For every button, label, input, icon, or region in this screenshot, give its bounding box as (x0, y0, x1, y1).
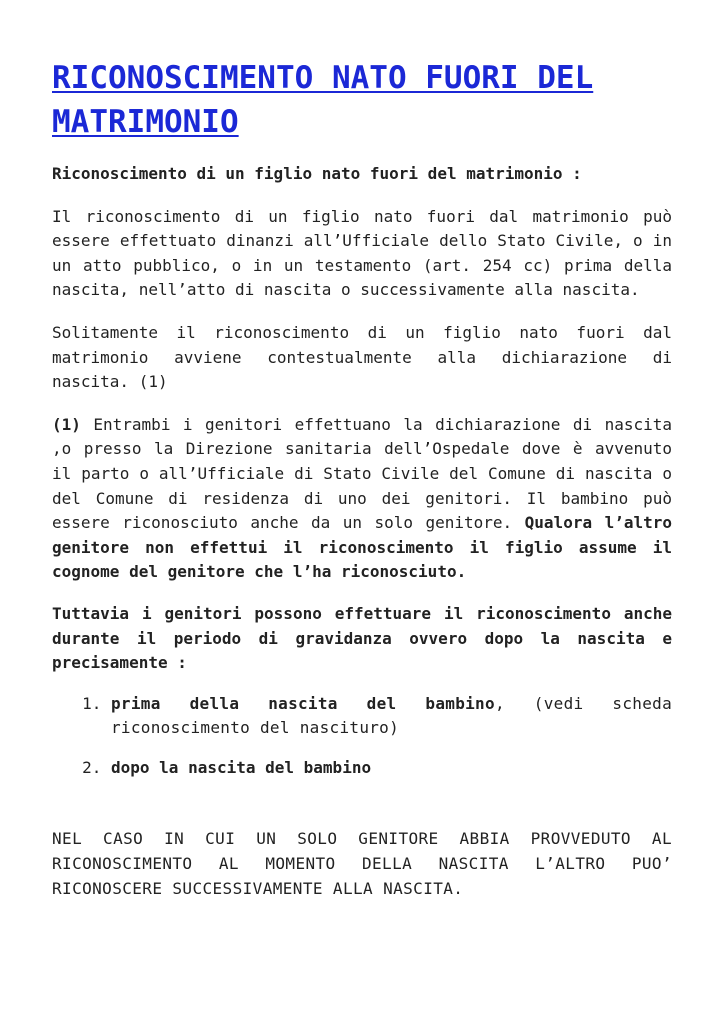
paragraph-2: Solitamente il riconoscimento di un figlio nato fuori dal matrimonio avviene contestualmente alla dichiarazione di nascita. (1) (52, 322, 672, 392)
page-title-link[interactable]: RICONOSCIMENTO NATO FUORI DEL MATRIMONIO (52, 60, 594, 140)
ordered-list (52, 692, 672, 781)
list-item (111, 756, 672, 781)
paragraph-1: Il riconoscimento di un figlio nato fuori dal matrimonio può essere effettuato dinanzi all’Ufficiale dello Stato Civile, o in un atto pubblico, o in un testamento (art. 254 cc) prima della nascita, nell’atto di nascita o successivamente alla nascita. (52, 206, 672, 300)
list-item (111, 692, 672, 741)
list-item-text: , (vedi scheda riconoscimento del nascituro) (111, 693, 673, 738)
note-marker: (1) (52, 414, 81, 434)
document-page (52, 56, 672, 901)
paragraph-4: Tuttavia i genitori possono effettuare il riconoscimento anche durante il periodo di gravidanza ovvero dopo la nascita e precisamente : (52, 603, 672, 673)
list-item-bold: dopo la nascita del bambino (111, 757, 372, 777)
paragraph-3-text: Entrambi i genitori effettuano la dichiarazione di nascita ,o presso la Direzione sanitaria dell’Ospedale dove è avvenuto il parto o all’Ufficiale di Stato Civile del Comune di nascita o del Comune di residenza di uno dei genitori. Il bambino può essere riconosciuto anche da un solo genitore. (52, 414, 672, 533)
paragraph-3-bold-text: Qualora l’altro genitore non effettui il riconoscimento il figlio assume il cognome del genitore che l’ha riconosciuto. (52, 513, 672, 582)
paragraph-final: NEL CASO IN CUI UN SOLO GENITORE ABBIA PROVVEDUTO AL RICONOSCIMENTO AL MOMENTO DELLA NASCITA L’ALTRO PUO’ RICONOSCERE SUCCESSIVAMENTE ALLA NASCITA. (52, 829, 672, 898)
section-subtitle: Riconoscimento di un figlio nato fuori del matrimonio : (52, 164, 582, 183)
paragraph-3 (52, 413, 672, 585)
list-item-bold: prima della nascita del bambino (111, 693, 495, 713)
